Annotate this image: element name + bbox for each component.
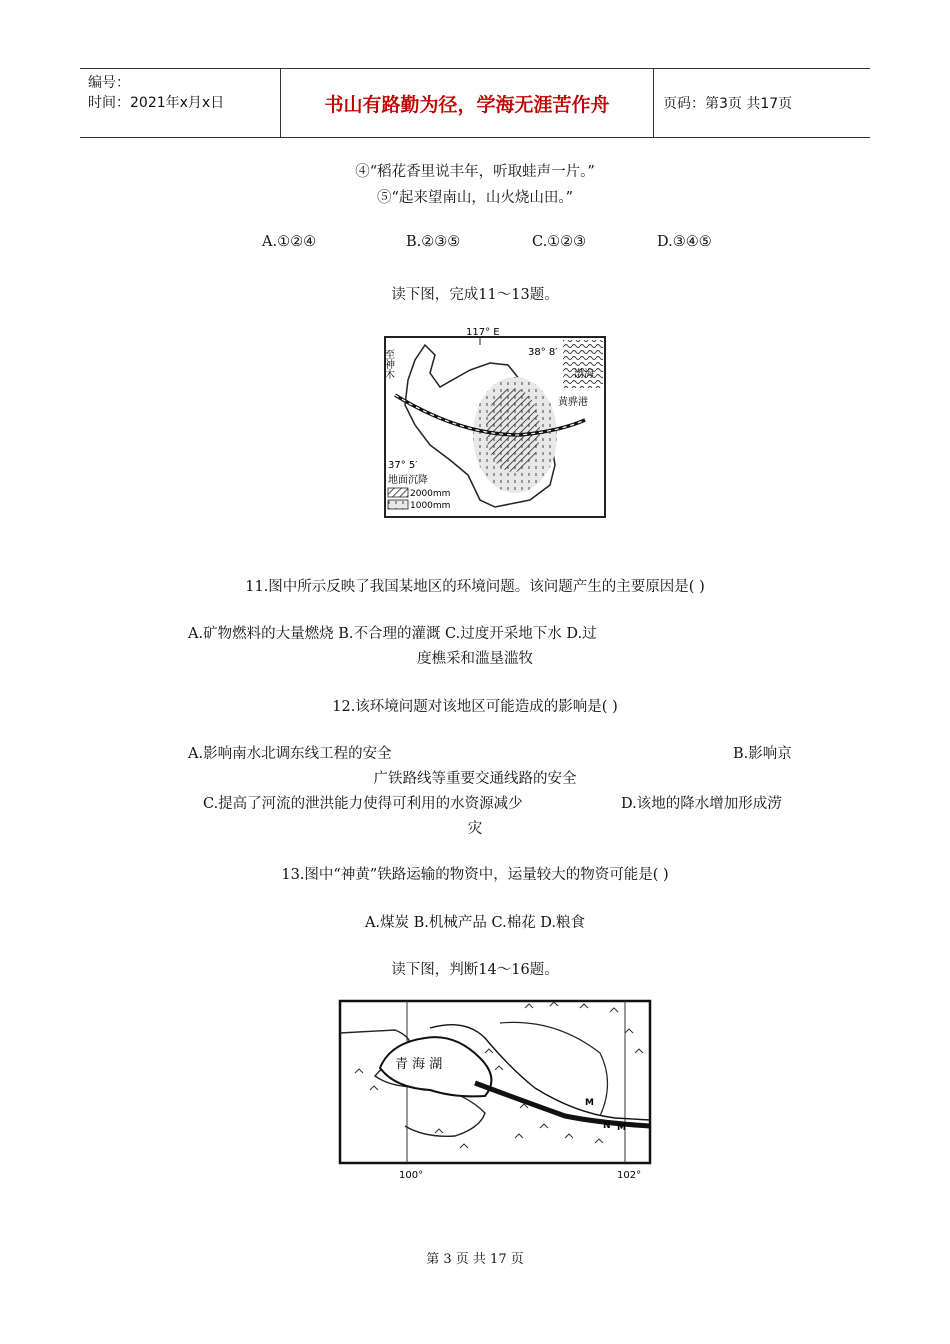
legend-2000-label: 2000mm (410, 489, 451, 499)
sea-label: 渤海 (574, 369, 594, 380)
q11-options-line2: 度樵采和滥垦滥牧 (417, 651, 533, 667)
subsidence-map (380, 325, 610, 520)
legend-swatch-2000 (388, 488, 408, 497)
header-page-info: 页码：第3页 共17页 (663, 96, 793, 112)
date-label: 时间：2021年x月x日 (88, 95, 225, 111)
subsidence-2000mm-zone (486, 388, 540, 472)
choice-b: B.②③⑤ (406, 234, 461, 250)
port-label: 黄骅港 (558, 397, 588, 408)
legend-1000-label: 1000mm (410, 501, 451, 511)
q13-stem: 13.图中“神黄”铁路运输的物资中，运量较大的物资可能是( ) (281, 867, 669, 883)
choice-c: C.①②③ (532, 234, 587, 250)
lon-label: 117° E (466, 327, 500, 338)
page-footer: 第 3 页 共 17 页 (426, 1252, 524, 1267)
railway-from-label: 至神木 (382, 349, 394, 379)
lat-top-label: 38° 8′ (528, 347, 558, 358)
lon-left-label: 100° (399, 1170, 424, 1181)
legend-swatch-1000 (388, 500, 408, 509)
header-motto: 书山有路勤为径，学海无涯苦作舟 (280, 69, 654, 137)
q11-stem: 11.图中所示反映了我国某地区的环境问题。该问题产生的主要原因是( ) (245, 579, 705, 595)
q13-options: A.煤炭 B.机械产品 C.棉花 D.粮食 (364, 915, 586, 931)
lake-label: 青 海 湖 (395, 1057, 443, 1072)
choice-d: D.③④⑤ (657, 234, 712, 250)
choice-a: A.①②④ (262, 234, 317, 250)
intro-14-16: 读下图，判断14～16题。 (391, 962, 559, 978)
point-n: N (603, 1121, 611, 1131)
intro-11-13: 读下图，完成11～13题。 (391, 287, 559, 303)
q12-option-b: B.影响京 (733, 746, 792, 762)
q12-option-a: A.影响南水北调东线工程的安全 (188, 746, 392, 762)
legend-title: 地面沉降 (388, 475, 428, 486)
point-m2: M (617, 1123, 626, 1133)
q12-option-b-cont: 广铁路线等重要交通线路的安全 (373, 771, 577, 787)
lat-bottom-label: 37° 5′ (388, 460, 418, 471)
option-item-4: ④“稻花香里说丰年，听取蛙声一片。” (355, 164, 595, 180)
header-meta (80, 69, 280, 141)
q12-option-d: D.该地的降水增加形成涝 (621, 796, 782, 812)
point-m1: M (585, 1098, 594, 1108)
page-header (80, 68, 870, 138)
lon-right-label: 102° (617, 1170, 642, 1181)
q12-option-c: C.提高了河流的泄洪能力使得可利用的水资源减少 (203, 796, 523, 812)
q12-stem: 12.该环境问题对该地区可能造成的影响是( ) (332, 699, 618, 715)
option-item-5: ⑤“起来望南山，山火烧山田。” (376, 190, 574, 206)
number-label: 编号： (88, 75, 130, 91)
qinghai-lake-map (335, 998, 655, 1183)
q12-option-d-cont: 灾 (467, 821, 483, 837)
q11-options-line1: A.矿物燃料的大量燃烧 B.不合理的灌溉 C.过度开采地下水 D.过 (188, 626, 597, 642)
bohai-sea-area (563, 340, 603, 388)
